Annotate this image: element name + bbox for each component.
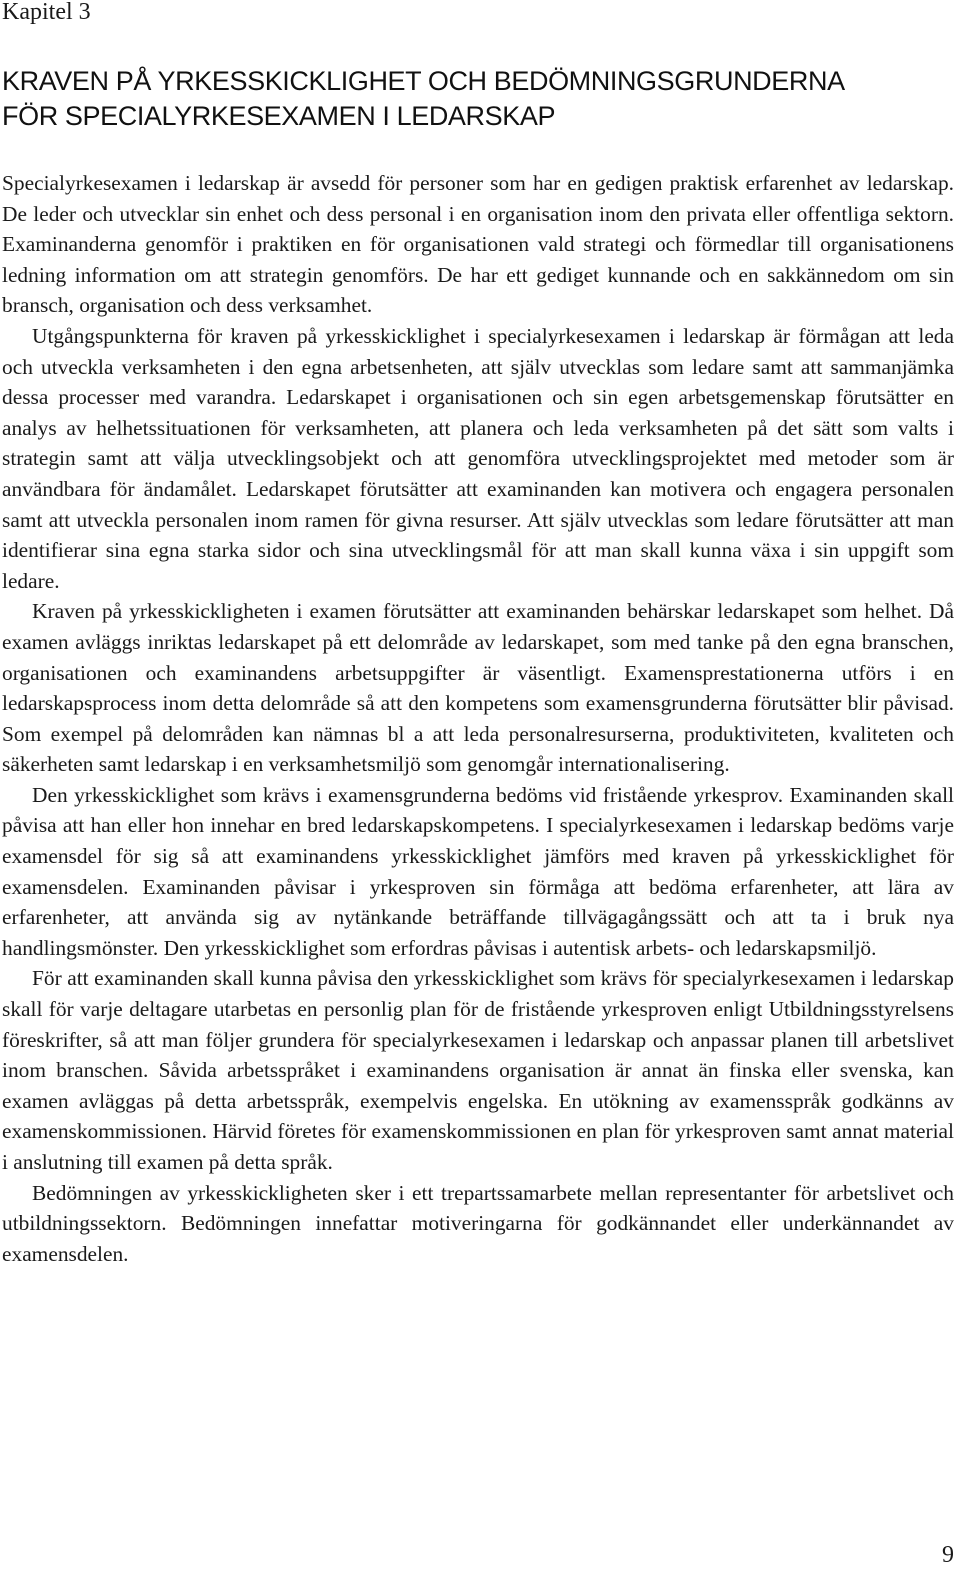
page-title-line-1: KRAVEN PÅ YRKESSKICKLIGHET OCH BEDÖMNINGSGRUNDERNA: [2, 66, 845, 96]
paragraph: För att examinanden skall kunna påvisa den yrkesskicklighet som krävs för specialyrkesexamen i ledarskap skall för varje deltagare utarbetas en personlig plan för de fristående yrkesproven enligt Utbildningsstyrelsens föreskrifter, så att man följer grundera för specialyrkesexamen i ledarskap och anpassar planen till arbetslivet inom branschen. Såvida arbetsspråket i examinandens organisation är annat än finska eller svenska, kan examen avläggas på detta arbetsspråk, exempelvis engelska. En utökning av examensspråk godkänns av examenskommissionen. Härvid företes för examenskommissionen en plan för yrkesproven samt annat material i anslutning till examen på detta språk.: [2, 966, 954, 1174]
page-title: [2, 64, 942, 134]
page-number: 9: [942, 1542, 954, 1568]
chapter-label: Kapitel 3: [2, 0, 91, 25]
body-text: [2, 168, 954, 1269]
paragraph: Utgångspunkterna för kraven på yrkesskicklighet i specialyrkesexamen i ledarskap är förmågan att leda och utveckla verksamheten i den egna arbetsenheten, att själv utvecklas som ledare samt att sammanjämka dessa processer med varandra. Ledarskapet i organisationen och sin egen arbetsgemenskap förutsätter en analys av helhetssituationen för verksamheten, att planera och leda verksamheten på det sätt som valts i strategin samt att välja utvecklingsobjekt och att genomföra utvecklingsprojektet med metoder som är användbara för ändamålet. Ledarskapet förutsätter att examinanden kan motivera och engagera personalen samt att utveckla personalen inom ramen för givna resurser. Att själv utvecklas som ledare förutsätter att man identifierar sina egna starka sidor och sina utvecklingsmål för att man skall kunna växa i sin uppgift som ledare.: [2, 323, 954, 593]
paragraph-intro: Specialyrkesexamen i ledarskap är avsedd för personer som har en gedigen praktisk erfarenhet av ledarskap. De leder och utvecklar sin enhet och dess personal i en organisation inom den privata eller offentliga sektorn. Examinanderna genomför i praktiken en för organisationen vald strategi och förmedlar till organisationens ledning information om att strategin genomförs. De har ett gediget kunnande och en sakkännedom om sin bransch, organisation och dess verksamhet.: [2, 171, 954, 318]
page-title-line-2: FÖR SPECIALYRKESEXAMEN I LEDARSKAP: [2, 101, 556, 131]
paragraph: Bedömningen av yrkesskickligheten sker i ett trepartssamarbete mellan representanter för arbetslivet och utbildningssektorn. Bedömningen innefattar motiveringarna för godkännandet eller underkännandet av examensdelen.: [2, 1180, 954, 1266]
paragraph: Kraven på yrkesskickligheten i examen förutsätter att examinanden behärskar ledarskapet som helhet. Då examen avläggs inriktas ledarskapet på ett delområde av ledarskapet, som med tanke på den egna branschen, organisationen och examinandens arbetsuppgifter är väsentligt. Examensprestationerna utförs i en ledarskapsprocess inom detta delområde så att den kompetens som examensgrunderna förutsätter blir påvisad. Som exempel på delområden kan nämnas bl a att leda personalresurserna, produktiviteten, kvaliteten och säkerheten samt ledarskap i en verksamhetsmiljö som genomgår internationalisering.: [2, 599, 954, 777]
paragraph: Den yrkesskicklighet som krävs i examensgrunderna bedöms vid fristående yrkesprov. Examinanden skall påvisa att han eller hon innehar en bred ledarskapskompetens. I specialyrkesexamen i ledarskap bedöms varje examensdel för sig så att examinandens yrkesskicklighet jämförs med kraven på yrkesskicklighet för examensdelen. Examinanden påvisar i yrkesproven sin förmåga att bedöma erfarenheter, att lära av erfarenheter, att använda sig av nytänkande beträffande tillvägagångssätt och att ta i bruk nya handlingsmönster. Den yrkesskicklighet som erfordras påvisas i autentisk arbets- och ledarskapsmiljö.: [2, 782, 954, 960]
